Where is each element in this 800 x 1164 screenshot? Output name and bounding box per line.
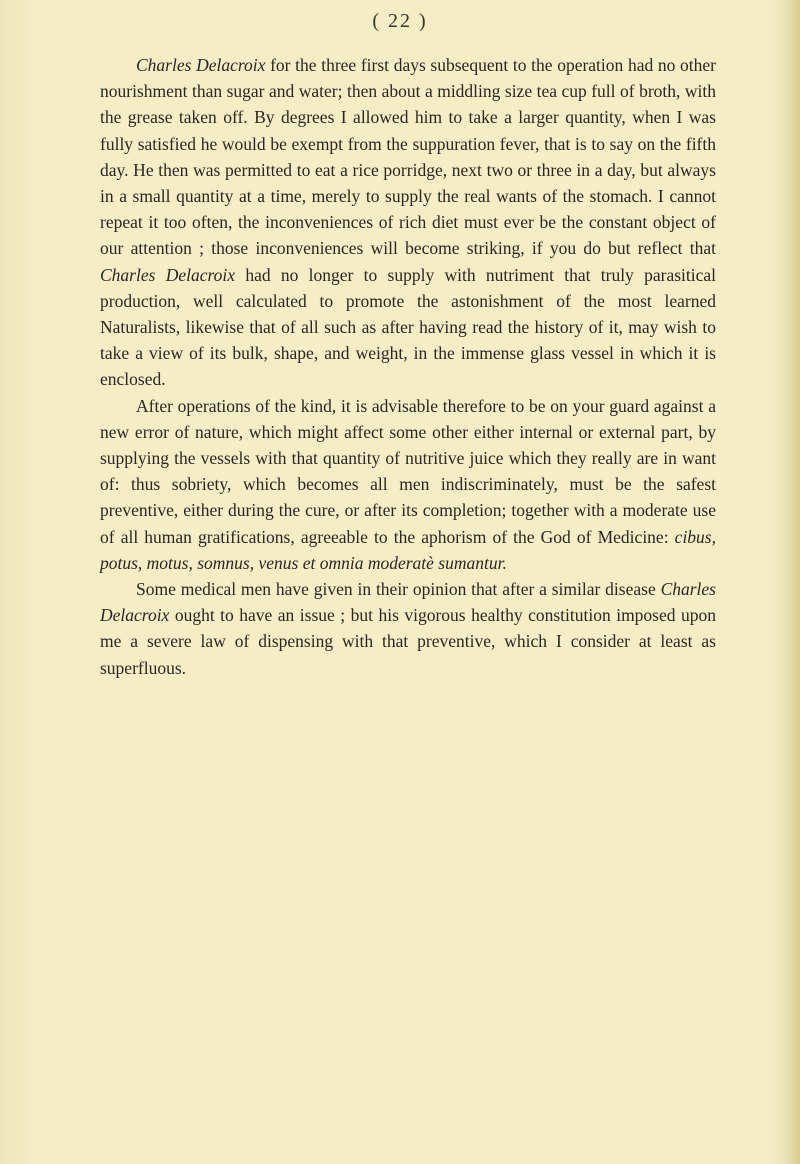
text-segment: for the three first days subsequent to the operation had no other nourishment than sugar and water; then about a middling size tea cup full of broth, with the grease taken off. By degrees I allowed him to take a larger quantity, when I was fully satisfied he would be exempt from the suppuration fever, that is to say on the fifth day. He then was permitted to eat a rice porridge, next two or three in a day, but always in a small quantity at a time, merely to supply the real wants of the stomach. I cannot repeat it too often, the inconveniences of rich diet must ever be the constant object of our attention ; those inconveniences will become striking, if you do but reflect that: [100, 55, 716, 259]
page-edge: [788, 0, 800, 1164]
text-segment: had no longer to supply with nutriment that truly parasitical production, well calculated to promote the astonishment of the most learned Naturalists, likewise that of all such as after having read the history of it, may wish to take a view of its bulk, shape, and weight, in the immense glass vessel in which it is enclosed.: [100, 264, 717, 390]
italic-text-segment: Charles Delacroix: [136, 55, 266, 75]
paragraph: [100, 576, 716, 681]
text-segment: ought to have an issue ; but his vigorous healthy constitution imposed upon me a severe law of dispensing with that preventive, which I consider at least as superfluous.: [100, 605, 716, 678]
paragraph: [100, 393, 716, 576]
text-segment: After operations of the kind, it is advisable therefore to be on your guard against a new error of nature, which might affect some other either internal or external part, by supplying the vessels with that quantity of nutritive juice which they really are in want of: thus sobriety, which becomes all men indiscriminately, must be the safest preventive, either during the cure, or after its completion; together with a moderate use of all human gratifications, agreeable to the aphorism of the God of Medicine:: [100, 395, 716, 547]
page-number: ( 22 ): [372, 10, 428, 32]
body-text: [100, 52, 716, 681]
italic-text-segment: Charles Delacroix: [100, 579, 716, 626]
italic-text-segment: Charles Delacroix: [100, 264, 236, 285]
italic-text-segment: cibus, potus, motus, somnus, venus et omnia moderatè sumantur.: [100, 526, 716, 573]
paragraph: [100, 52, 716, 393]
text-segment: Some medical men have given in their opinion that after a similar disease: [136, 579, 661, 600]
